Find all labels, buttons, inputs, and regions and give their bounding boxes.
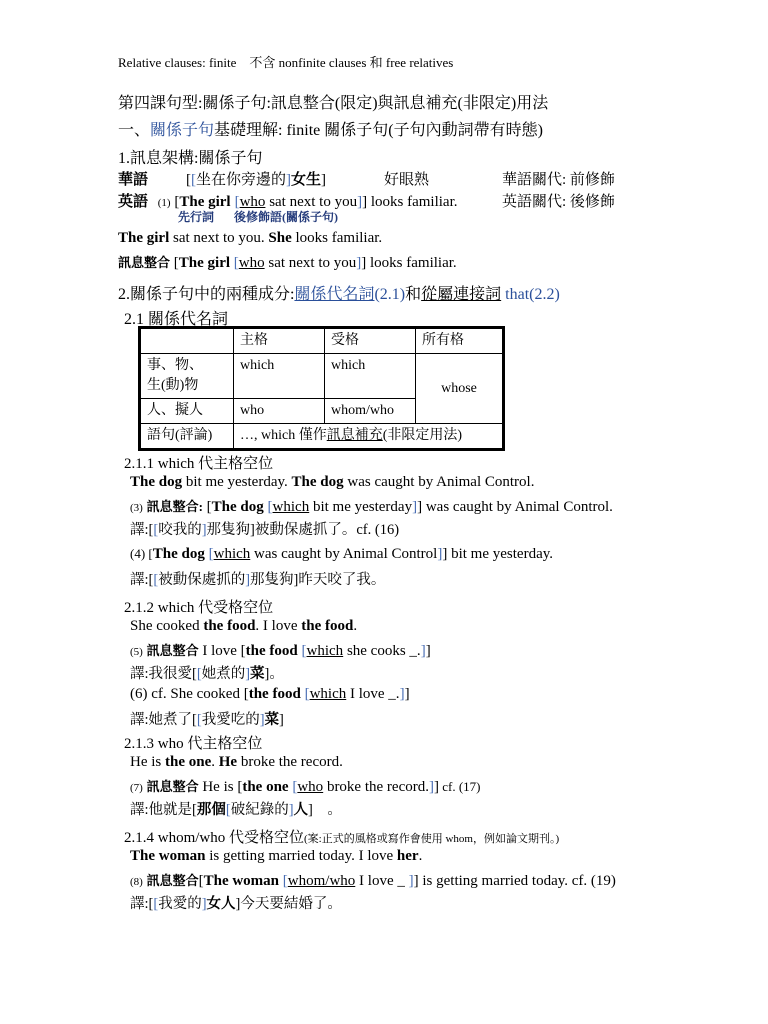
text: 譯:他就是[ <box>130 802 197 818</box>
sentence-pair <box>130 848 422 865</box>
text: 我愛的 <box>158 896 202 912</box>
text: (非限定用法) <box>382 428 463 443</box>
predicate: looks familiar. <box>366 255 457 271</box>
example-number: (4) [ <box>130 546 153 561</box>
bold-text: the one <box>165 754 212 770</box>
plain-text: She cooked <box>130 618 204 634</box>
translation-6 <box>130 708 284 729</box>
bracket: ] <box>404 686 410 702</box>
subsection-2-1-1: 2.1.1 which 代主格空位 <box>124 456 274 472</box>
clause-text: I love _ <box>355 873 409 889</box>
text: …, which 僅作 <box>240 428 327 443</box>
label-integration: 訊息整合 <box>146 643 199 658</box>
text: 譯:[ <box>130 572 154 588</box>
bracket: ] <box>259 712 265 728</box>
bracket: ] <box>201 896 207 912</box>
antecedent: the one <box>242 779 289 795</box>
bracket: [ <box>170 255 179 271</box>
plain-text: is getting married today. I love <box>205 848 397 864</box>
bracket: ] <box>408 873 414 889</box>
bracket: [ <box>300 686 310 702</box>
bracket: [ <box>196 712 202 728</box>
example-4 <box>130 546 553 563</box>
antecedent: The girl <box>179 194 231 210</box>
antecedent: The woman <box>203 873 280 889</box>
bold-text: 那個 <box>196 802 226 818</box>
antecedent: The dog <box>211 499 264 515</box>
relative-pronoun: which <box>309 686 347 702</box>
text: 譯:她煮了[ <box>130 712 197 728</box>
text: 破紀錄的 <box>230 802 289 818</box>
sentence-pair <box>130 474 534 491</box>
plain-text: (6) cf. She cooked [ <box>130 686 249 702</box>
label-line: 生(動)物 <box>147 378 199 393</box>
antecedent: The dog <box>152 546 205 562</box>
sentence-pair <box>130 754 343 771</box>
note-text: (案:正式的風格或寫作會使用 whom，例如論文期刊。) <box>304 833 560 845</box>
bold-text: The dog <box>130 474 183 490</box>
section-1-rest: 基礎理解: finite 關係子句(子句內動詞帶有時態) <box>214 122 543 139</box>
cross-ref: cf. (17) <box>438 779 481 794</box>
bracket: ] <box>425 643 431 659</box>
text: 她煮的 <box>201 666 246 682</box>
predicate: was caught by Animal Control. <box>422 499 613 515</box>
table-header: 主格 <box>234 329 325 354</box>
plain-text: sat next to you. <box>169 230 269 246</box>
relative-pronoun: whom/who <box>287 873 356 889</box>
text: 那隻狗]被動保處抓了。cf. (16) <box>206 522 400 538</box>
bracket: ] <box>428 779 434 795</box>
bracket: ] <box>201 522 207 538</box>
predicate: bit me yesterday. <box>447 546 554 562</box>
antecedent: The girl <box>178 255 231 271</box>
chinese-clause: 坐在你旁邊的 <box>196 172 287 188</box>
table-cell: which <box>325 354 416 399</box>
clause-text: sat next to you <box>264 255 357 271</box>
plain-text: . I love <box>255 618 302 634</box>
bracket: ] <box>321 172 327 188</box>
bracket: [ <box>186 172 191 188</box>
relative-pronoun: which <box>213 546 251 562</box>
bracket: ] <box>245 666 251 682</box>
sentence-pair <box>130 618 357 635</box>
bracket: [ <box>153 522 159 538</box>
text: 那隻狗]昨天咬了我。 <box>250 572 386 588</box>
relative-pronoun-table <box>140 328 503 449</box>
chinese-tail: 好眼熟 <box>384 172 430 188</box>
text: 譯:[ <box>130 522 154 538</box>
text: 被動保處抓的 <box>158 572 246 588</box>
text: 2.關係子句中的兩種成分: <box>118 286 295 303</box>
bracket: ] <box>356 255 362 271</box>
plain-text: . <box>211 754 219 770</box>
relative-pronoun: which <box>306 643 344 659</box>
table-row-label: 人、擬人 <box>141 399 234 424</box>
text: 和 <box>405 286 422 303</box>
clause-text: sat next to you <box>265 194 358 210</box>
bracket: [ <box>204 546 214 562</box>
text: ] <box>279 712 284 728</box>
chinese-example <box>186 168 326 189</box>
bracket: [ <box>230 255 239 271</box>
bracket: [ <box>198 873 204 889</box>
gloss-antecedent: 先行詞 <box>178 210 215 224</box>
section-1-topic: 關係子句 <box>150 122 215 139</box>
link-subordinator[interactable]: 從屬連接詞 <box>421 286 502 303</box>
chinese-example-row <box>118 168 148 189</box>
bold-text: her <box>396 848 419 864</box>
plain-text: broke the record. <box>237 754 343 770</box>
bracket: [ <box>153 572 159 588</box>
subsection-2-1-4 <box>124 826 559 847</box>
translation-7 <box>130 798 342 819</box>
label-line: 事、物、 <box>147 358 203 373</box>
table-cell: whom/who <box>325 399 416 424</box>
gloss-postmodifier: 後修飾語(關係子句) <box>234 210 338 224</box>
bracket: [ <box>263 499 273 515</box>
label-integration: 訊息整合 <box>146 779 199 794</box>
example-3 <box>130 496 613 516</box>
label-english: 英語 <box>118 194 149 210</box>
underlined-text: 訊息補充 <box>326 428 383 443</box>
bold-text: The woman <box>130 848 206 864</box>
bracket: ] <box>442 546 448 562</box>
relative-pronoun: who <box>297 779 324 795</box>
bracket: [ <box>297 643 307 659</box>
predicate: is getting married today. cf. (19) <box>418 873 616 889</box>
relative-pronoun: who <box>238 255 265 271</box>
integrated-example <box>118 252 457 272</box>
bracket: ] <box>437 546 443 562</box>
running-header: Relative clauses: finite 不含 nonfinite clauses 和 free relatives <box>118 55 454 70</box>
plain-text: . <box>418 848 423 864</box>
bracket: ] <box>357 194 363 210</box>
label-chinese: 華語 <box>118 172 149 188</box>
predicate: looks familiar. <box>367 194 458 210</box>
bracket: [ <box>153 896 159 912</box>
title-text: 2.1.4 whom/who 代受格空位 <box>124 830 305 846</box>
bracket: ] <box>362 194 368 210</box>
head-noun: 女人 <box>206 896 236 912</box>
ref: (2.2) <box>529 286 560 303</box>
example-6 <box>130 686 410 703</box>
plain-text: was caught by Animal Control. <box>343 474 535 490</box>
example-number: (5) <box>130 646 143 658</box>
table-cell: who <box>234 399 325 424</box>
bracket: ] <box>433 779 439 795</box>
example-number: (3) <box>130 502 143 514</box>
plain-text: . <box>353 618 358 634</box>
section-1-prefix: 一、 <box>118 122 151 139</box>
subsection-2-1: 2.1 關係代名詞 <box>124 311 229 328</box>
bracket: [ <box>196 666 202 682</box>
text: ]。 <box>264 666 284 682</box>
translation-8 <box>130 892 342 913</box>
text: 我愛吃的 <box>201 712 260 728</box>
bracket: [ <box>288 779 298 795</box>
translation-3 <box>130 518 399 539</box>
bracket: ] <box>288 802 294 818</box>
label-integration: 訊息整合: <box>146 499 203 514</box>
subsection-2-1-3: 2.1.3 who 代主格空位 <box>124 736 263 752</box>
bracket: [ <box>234 194 240 210</box>
example-8 <box>130 870 616 890</box>
plain-text: looks familiar. <box>291 230 383 246</box>
head-noun: 菜 <box>250 666 265 682</box>
bracket: [ <box>279 873 288 889</box>
that-word: that <box>501 286 530 303</box>
example-number: (8) <box>130 876 143 888</box>
bracket: ] <box>412 499 418 515</box>
bracket: [ <box>174 194 180 210</box>
bracket: [ <box>225 802 231 818</box>
relative-pronoun: which <box>272 499 310 515</box>
clause-text: I love _. <box>346 686 400 702</box>
bracket: ] <box>245 572 251 588</box>
bracket: ] <box>417 499 423 515</box>
plain-text: He is [ <box>198 779 243 795</box>
subsection-2-1-2: 2.1.2 which 代受格空位 <box>124 600 274 616</box>
table-header: 受格 <box>325 329 416 354</box>
antecedent: the food <box>248 686 301 702</box>
antecedent: the food <box>245 643 298 659</box>
ref: (2.1) <box>374 286 406 303</box>
bracket: ] <box>413 873 419 889</box>
plain-text: He is <box>130 754 165 770</box>
relative-pronoun: who <box>239 194 266 210</box>
table-cell-comment <box>234 424 503 449</box>
section-1-heading <box>118 117 543 140</box>
table-header: 所有格 <box>416 329 503 354</box>
link-relative-pronoun[interactable]: 關係代名詞 <box>294 286 375 303</box>
head-noun: 女生 <box>291 172 322 188</box>
table-cell-whose: whose <box>416 354 503 424</box>
lesson-title: 第四課句型:關係子句:訊息整合(限定)與訊息補充(非限定)用法 <box>118 95 549 112</box>
two-sentences <box>118 230 382 247</box>
example-number: (7) <box>130 782 143 794</box>
clause-text: was caught by Animal Control <box>250 546 438 562</box>
bracket: [ <box>202 499 212 515</box>
bold-text: the food <box>203 618 256 634</box>
table-corner <box>141 329 234 354</box>
clause-text: bit me yesterday <box>309 499 413 515</box>
bracket: ] <box>286 172 292 188</box>
label-integration: 訊息整合 <box>118 255 171 270</box>
bold-text: He <box>218 754 238 770</box>
table-row-label <box>141 354 234 399</box>
bold-text: She <box>268 230 292 246</box>
subsection-2 <box>118 281 560 304</box>
text: ]今天要結婚了。 <box>235 896 342 912</box>
example-7 <box>130 776 481 796</box>
subsection-1-1: 1.訊息架構:關係子句 <box>118 150 263 167</box>
head-noun: 人 <box>293 802 309 818</box>
bold-text: The girl <box>118 230 170 246</box>
example-number: (1) <box>157 197 171 209</box>
bracket: ] <box>399 686 405 702</box>
translation-5 <box>130 662 284 683</box>
clause-text: broke the record. <box>323 779 429 795</box>
bracket: [ <box>191 172 196 188</box>
english-note: 英語關代: 後修飾 <box>502 194 615 210</box>
table-cell: which <box>234 354 325 399</box>
plain-text: bit me yesterday. <box>182 474 292 490</box>
bracket: ] <box>420 643 426 659</box>
text: 譯:我很愛[ <box>130 666 197 682</box>
plain-text: I love [ <box>198 643 246 659</box>
text: 譯:[ <box>130 896 154 912</box>
text: 咬我的 <box>158 522 202 538</box>
translation-4 <box>130 568 385 589</box>
bold-text: the food <box>301 618 354 634</box>
example-5 <box>130 640 431 660</box>
label-integration: 訊息整合 <box>146 873 199 888</box>
table-row-label: 語句(評論) <box>141 424 234 449</box>
text: ] 。 <box>308 802 342 818</box>
bold-text: The dog <box>291 474 344 490</box>
chinese-note: 華語關代: 前修飾 <box>502 172 615 188</box>
clause-text: she cooks _. <box>343 643 421 659</box>
head-noun: 菜 <box>264 712 280 728</box>
bracket: ] <box>361 255 367 271</box>
